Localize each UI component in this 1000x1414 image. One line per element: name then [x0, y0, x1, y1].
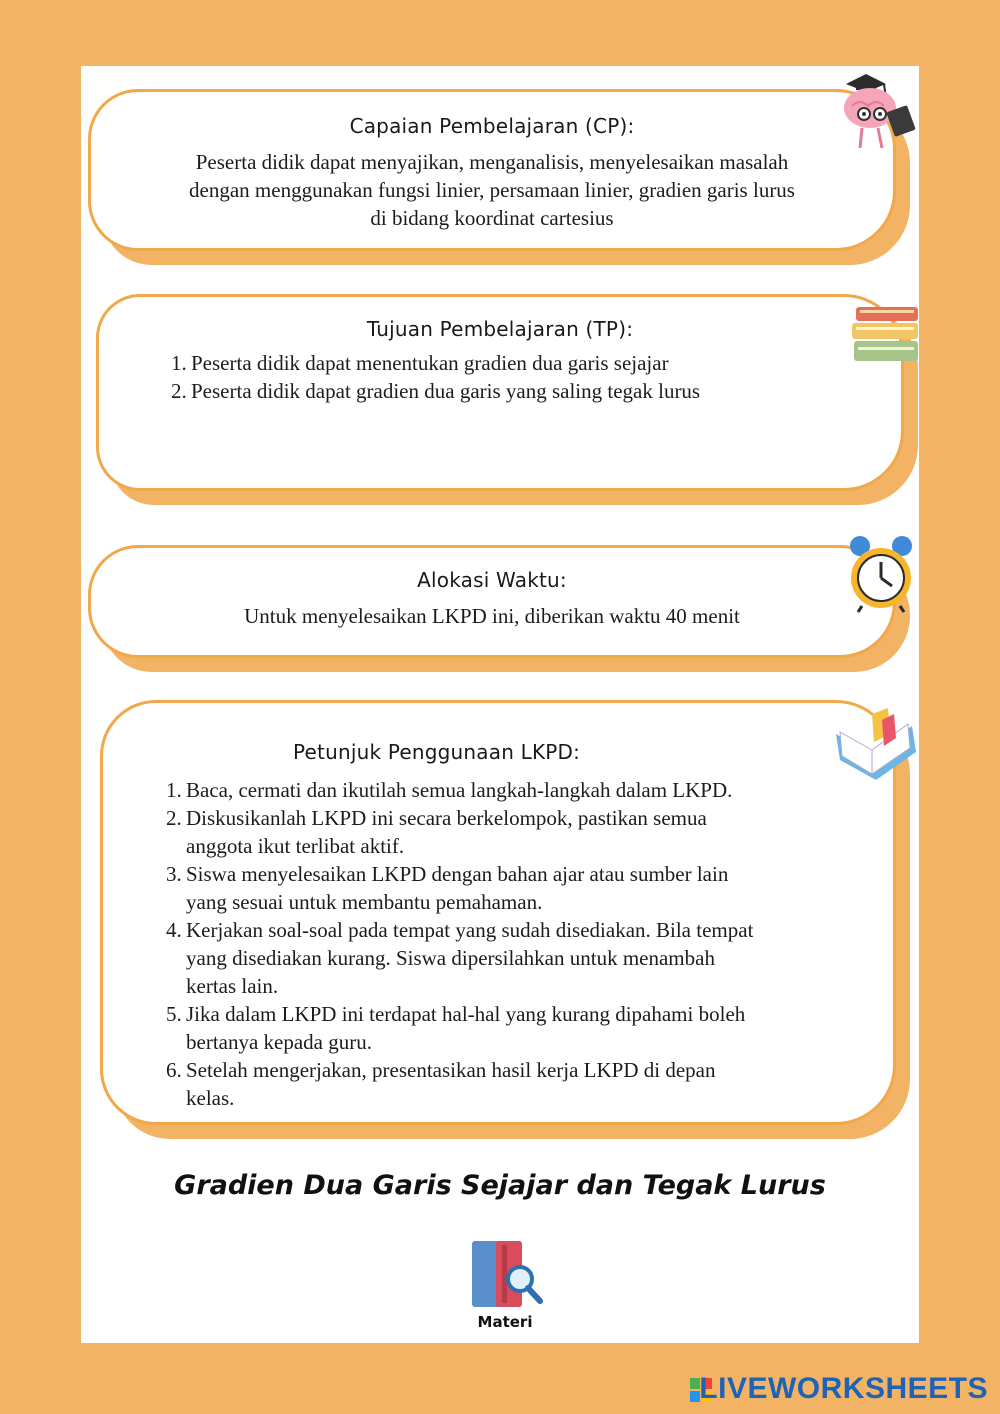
list-text: bertanya kepada guru.: [186, 1030, 372, 1054]
list-text: anggota ikut terlibat aktif.: [186, 834, 405, 858]
list-text: Kerjakan soal-soal pada tempat yang sudah disediakan. Bila tempat: [186, 918, 754, 942]
list-number: 1.: [166, 778, 182, 802]
list-text: Baca, cermati dan ikutilah semua langkah-langkah dalam LKPD.: [186, 778, 733, 802]
waktu-text: Untuk menyelesaikan LKPD ini, diberikan waktu 40 menit: [244, 604, 740, 628]
cp-card: [88, 89, 896, 251]
list-item: [166, 916, 886, 1000]
list-text: kelas.: [186, 1086, 235, 1110]
cp-line: di bidang koordinat cartesius: [370, 206, 614, 230]
list-item: [166, 1000, 886, 1056]
list-item: [166, 860, 886, 916]
cp-title: Capaian Pembelajaran (CP):: [349, 114, 635, 138]
list-item: [171, 377, 700, 405]
main-title: Gradien Dua Garis Sejajar dan Tegak Lurus: [174, 1170, 826, 1201]
waktu-card: [88, 545, 896, 658]
list-text: Siswa menyelesaikan LKPD dengan bahan ajar atau sumber lain: [186, 862, 729, 886]
book-stack-icon: [850, 305, 919, 367]
list-number: 3.: [166, 862, 182, 886]
list-text: Jika dalam LKPD ini terdapat hal-hal yang kurang dipahami boleh: [186, 1002, 746, 1026]
list-text: Diskusikanlah LKPD ini secara berkelompok, pastikan semua: [186, 806, 707, 830]
tp-title: Tujuan Pembelajaran (TP):: [366, 317, 634, 341]
tp-card: [96, 294, 904, 491]
list-item: [171, 349, 700, 377]
list-text: Setelah mengerjakan, presentasikan hasil kerja LKPD di depan: [186, 1058, 716, 1082]
list-item: [166, 1056, 886, 1112]
cp-line: dengan menggunakan fungsi linier, persamaan linier, gradien garis lurus: [189, 178, 795, 202]
cp-text: [91, 148, 893, 232]
list-text: Peserta didik dapat gradien dua garis yang saling tegak lurus: [191, 379, 701, 403]
list-text: yang sesuai untuk membantu pemahaman.: [186, 890, 543, 914]
brand-wordmark: LIVEWORKSHEETS: [699, 1372, 988, 1405]
list-number: 1.: [171, 351, 187, 375]
petunjuk-title: Petunjuk Penggunaan LKPD:: [293, 740, 581, 764]
list-item: [166, 776, 886, 804]
open-book-icon: [832, 704, 919, 784]
books-magnifier-icon[interactable]: [466, 1235, 546, 1313]
list-number: 5.: [166, 1002, 182, 1026]
list-number: 4.: [166, 918, 182, 942]
cp-line: Peserta didik dapat menyajikan, menganalisis, menyelesaikan masalah: [195, 150, 789, 174]
waktu-title: Alokasi Waktu:: [417, 568, 567, 592]
list-number: 2.: [171, 379, 187, 403]
list-number: 2.: [166, 806, 182, 830]
list-text: yang disediakan kurang. Siswa dipersilahkan untuk menambah: [186, 946, 715, 970]
petunjuk-list: [166, 776, 886, 1112]
materi-button-label[interactable]: Materi: [477, 1313, 533, 1331]
alarm-clock-icon: [846, 530, 919, 614]
tp-list: [171, 349, 700, 405]
list-item: [166, 804, 886, 860]
petunjuk-card: [100, 700, 896, 1125]
list-number: 6.: [166, 1058, 182, 1082]
list-text: kertas lain.: [186, 974, 279, 998]
list-text: Peserta didik dapat menentukan gradien dua garis sejajar: [191, 351, 669, 375]
brain-graduate-icon: [836, 68, 916, 154]
